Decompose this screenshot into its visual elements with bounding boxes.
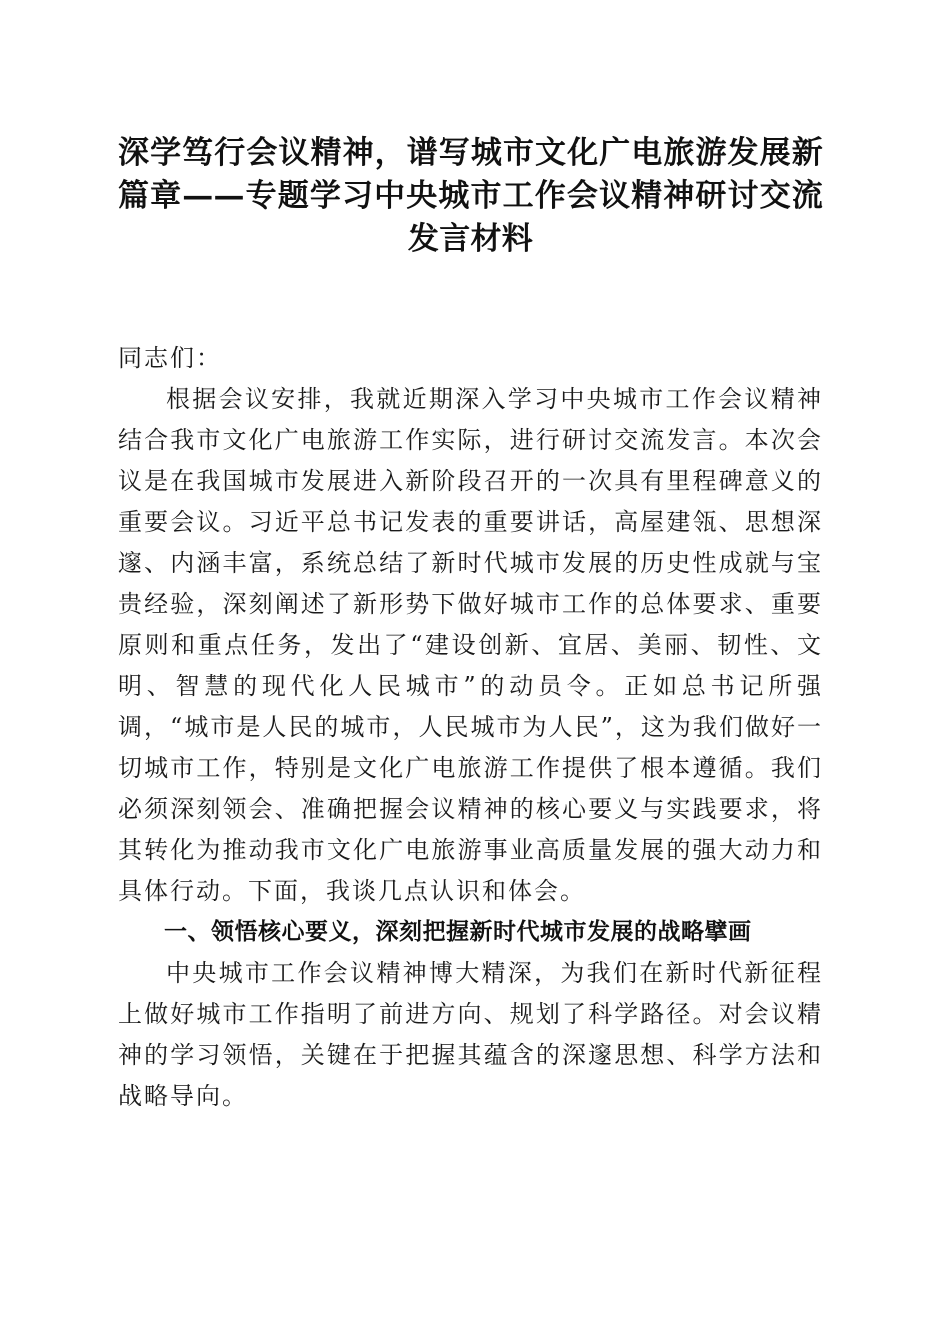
intro-paragraph: 根据会议安排，我就近期深入学习中央城市工作会议精神结合我市文化广电旅游工作实际，进行研讨交流发言。本次会议是在我国城市发展进入新阶段召开的一次具有里程碑意义的重要会议。习近平总书记发表的重要讲话，高屋建瓴、思想深邃、内涵丰富，系统总结了新时代城市发展的历史性成就与宝贵经验，深刻阐述了新形势下做好城市工作的总体要求、重要原则和重点任务，发出了“建设创新、宜居、美丽、韧性、文明、智慧的现代化人民城市”的动员令。正如总书记所强调，“城市是人民的城市，人民城市为人民”，这为我们做好一切城市工作，特别是文化广电旅游工作提供了根本遵循。我们必须深刻领会、准确把握会议精神的核心要义与实践要求，将其转化为推动我市文化广电旅游事业高质量发展的强大动力和具体行动。下面，我谈几点认识和体会。 [118,385,823,905]
document-page [118,132,823,1117]
section-1-paragraph: 中央城市工作会议精神博大精深，为我们在新时代新征程上做好城市工作指明了前进方向、规划了科学路径。对会议精神的学习领悟，关键在于把握其蕴含的深邃思想、科学方法和战略导向。 [118,959,823,1110]
salutation: 同志们： [118,344,222,372]
document-title: 深学笃行会议精神，谱写城市文化广电旅游发展新篇章——专题学习中央城市工作会议精神研讨交流发言材料 [118,135,823,257]
section-1-heading: 一、领悟核心要义，深刻把握新时代城市发展的战略擘画 [164,919,752,945]
